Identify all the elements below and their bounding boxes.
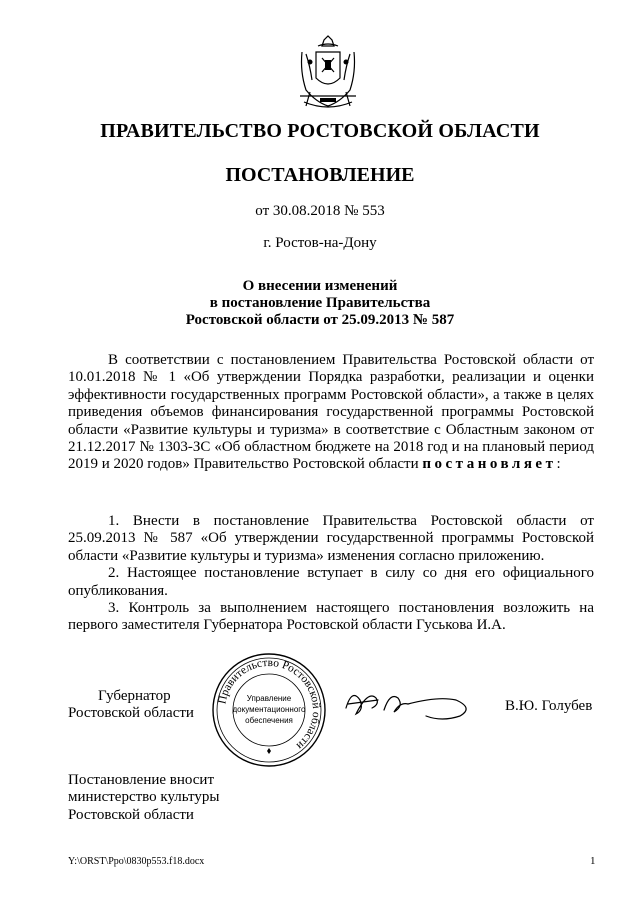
preamble-text: В соответствии с постановлением Правительства Ростовской области от 10.01.2018 № 1 «Об утверждении Порядка разработки, реализации и оценки эффективности государственных программ Ростовской области», а также в целях приведения объемов финансирования государственной программы Ростовской области «Развитие культуры и туризма» в соответствие с Областным законом от 21.12.2017 № 1303-ЗС «Об областном бюджете на 2018 год и на плановый период 2019 и 2020 годов» Правительство Ростовской области <box>68 352 594 473</box>
resolves-colon: : <box>556 456 561 473</box>
note-line: министерство культуры <box>68 789 220 806</box>
resolves-word: постановляет <box>422 456 557 473</box>
stamp-inner-line: обеспечения <box>245 716 293 725</box>
subject-line: в постановление Правительства <box>209 295 431 311</box>
date-number: от 30.08.2018 № 553 <box>255 203 385 219</box>
coat-of-arms-emblem <box>296 32 360 114</box>
handwritten-signature <box>338 678 478 724</box>
signatory-title-line: Губернатор <box>98 688 171 704</box>
note-line: Постановление вносит <box>68 772 215 788</box>
city: г. Ростов-на-Дону <box>263 235 377 251</box>
resolution-item: 3. Контроль за выполнением настоящего постановления возложить на первого заместителя Губернатора Ростовской области Гуськова И.А. <box>68 600 594 634</box>
document-type: ПОСТАНОВЛЕНИЕ <box>225 164 415 186</box>
signatory-name: В.Ю. Голубев <box>505 698 593 714</box>
signatory-title <box>68 688 208 722</box>
resolution-item: 2. Настоящее постановление вступает в силу со дня его официального опубликования. <box>68 565 594 599</box>
document-subject <box>0 278 640 329</box>
stamp-inner-line: Управление <box>246 694 292 703</box>
signatory-title-line: Ростовской области <box>68 705 194 721</box>
official-stamp <box>203 652 335 768</box>
file-path: Y:\ORST\Ppo\0830p553.f18.docx <box>68 856 205 867</box>
resolution-item: 1. Внести в постановление Правительства Ростовской области от 25.09.2013 № 587 «Об утверждении государственной программы Ростовской области «Развитие культуры и туризма» изменения согласно приложению. <box>68 513 594 564</box>
stamp-inner-line: документационного <box>232 705 306 714</box>
subject-line: О внесении изменений <box>242 278 398 294</box>
stamp-ring-textpath: Правительство Ростовской области <box>216 656 323 752</box>
page-number: 1 <box>590 855 596 867</box>
preamble <box>68 352 594 474</box>
subject-line: Ростовской области от 25.09.2013 № 587 <box>185 312 455 328</box>
note-line: Ростовской области <box>68 806 194 823</box>
organization-title: ПРАВИТЕЛЬСТВО РОСТОВСКОЙ ОБЛАСТИ <box>100 120 540 142</box>
resolution-items <box>68 513 594 635</box>
submitted-by-note <box>68 772 220 824</box>
